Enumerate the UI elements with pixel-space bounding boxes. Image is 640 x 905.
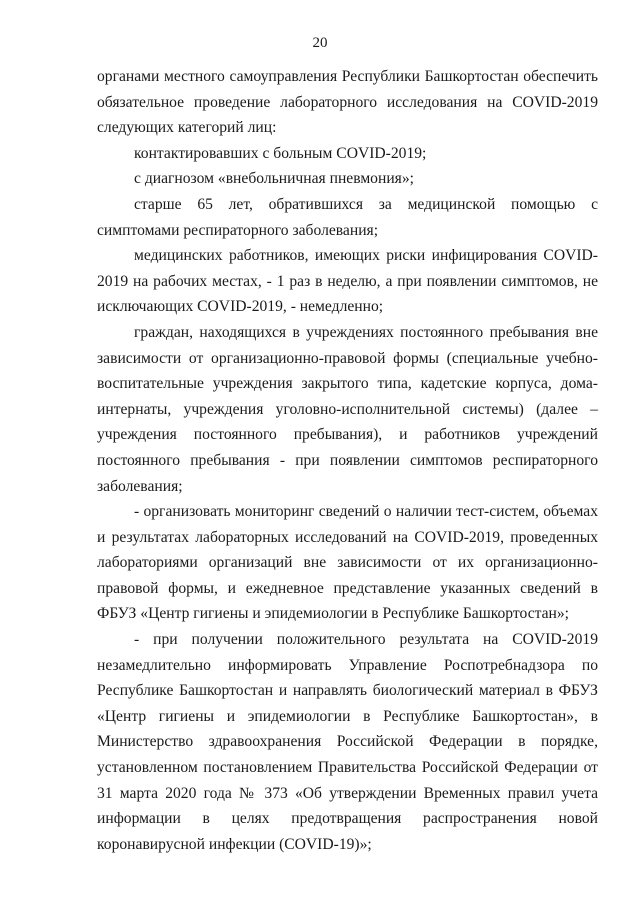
paragraph-monitoring: - организовать мониторинг сведений о наличии тест-систем, объемах и результатах лабораторных исследований на COVID-2019, проведенных лабораториями организаций вне зависимости от их организационно-правовой формы, и ежедневное представление указанных сведений в ФБУЗ «Центр гигиены и эпидемиологии в Республике Башкортостан»; bbox=[97, 503, 598, 623]
list-item-residential-institutions: граждан, находящихся в учреждениях постоянного пребывания вне зависимости от организационно-правовой формы (специальные учебно-воспитательные учреждения закрытого типа, кадетские корпуса, дома-интернаты, учреждения уголовно-исполнительной системы) (далее – учреждения постоянного пребывания), и работников учреждений постоянного пребывания - при появлении симптомов респираторного заболевания; bbox=[97, 323, 598, 495]
list-item-medical-workers: медицинских работников, имеющих риски инфицирования COVID-2019 на рабочих местах, - 1 раз в неделю, а при появлении симптомов, не исключающих COVID-2019, - немедленно; bbox=[97, 247, 598, 316]
page-number: 20 bbox=[312, 35, 328, 51]
document-body bbox=[97, 64, 598, 857]
list-item-pneumonia: с диагнозом «внебольничная пневмония»; bbox=[134, 170, 414, 188]
paragraph-positive-result: - при получении положительного результата на COVID-2019 незамедлительно информировать Управление Роспотребнадзора по Республике Башкортостан и направлять биологический материал в ФБУЗ «Центр гигиены и эпидемиологии в Республике Башкортостан», в Министерство здравоохранения Российской Федерации в порядке, установленном постановлением Правительства Российской Федерации от 31 марта 2020 года № 373 «Об утверждении Временных правил учета информации в целях предотвращения распространения новой коронавирусной инфекции (COVID-19)»; bbox=[97, 631, 598, 853]
list-item-over-65: старше 65 лет, обратившихся за медицинской помощью с симптомами респираторного заболевания; bbox=[97, 195, 598, 239]
list-item-contacts: контактировавших с больным COVID-2019; bbox=[134, 144, 427, 162]
paragraph-intro: органами местного самоуправления Республики Башкортостан обеспечить обязательное проведение лабораторного исследования на COVID-2019 следующих категорий лиц: bbox=[97, 68, 598, 137]
